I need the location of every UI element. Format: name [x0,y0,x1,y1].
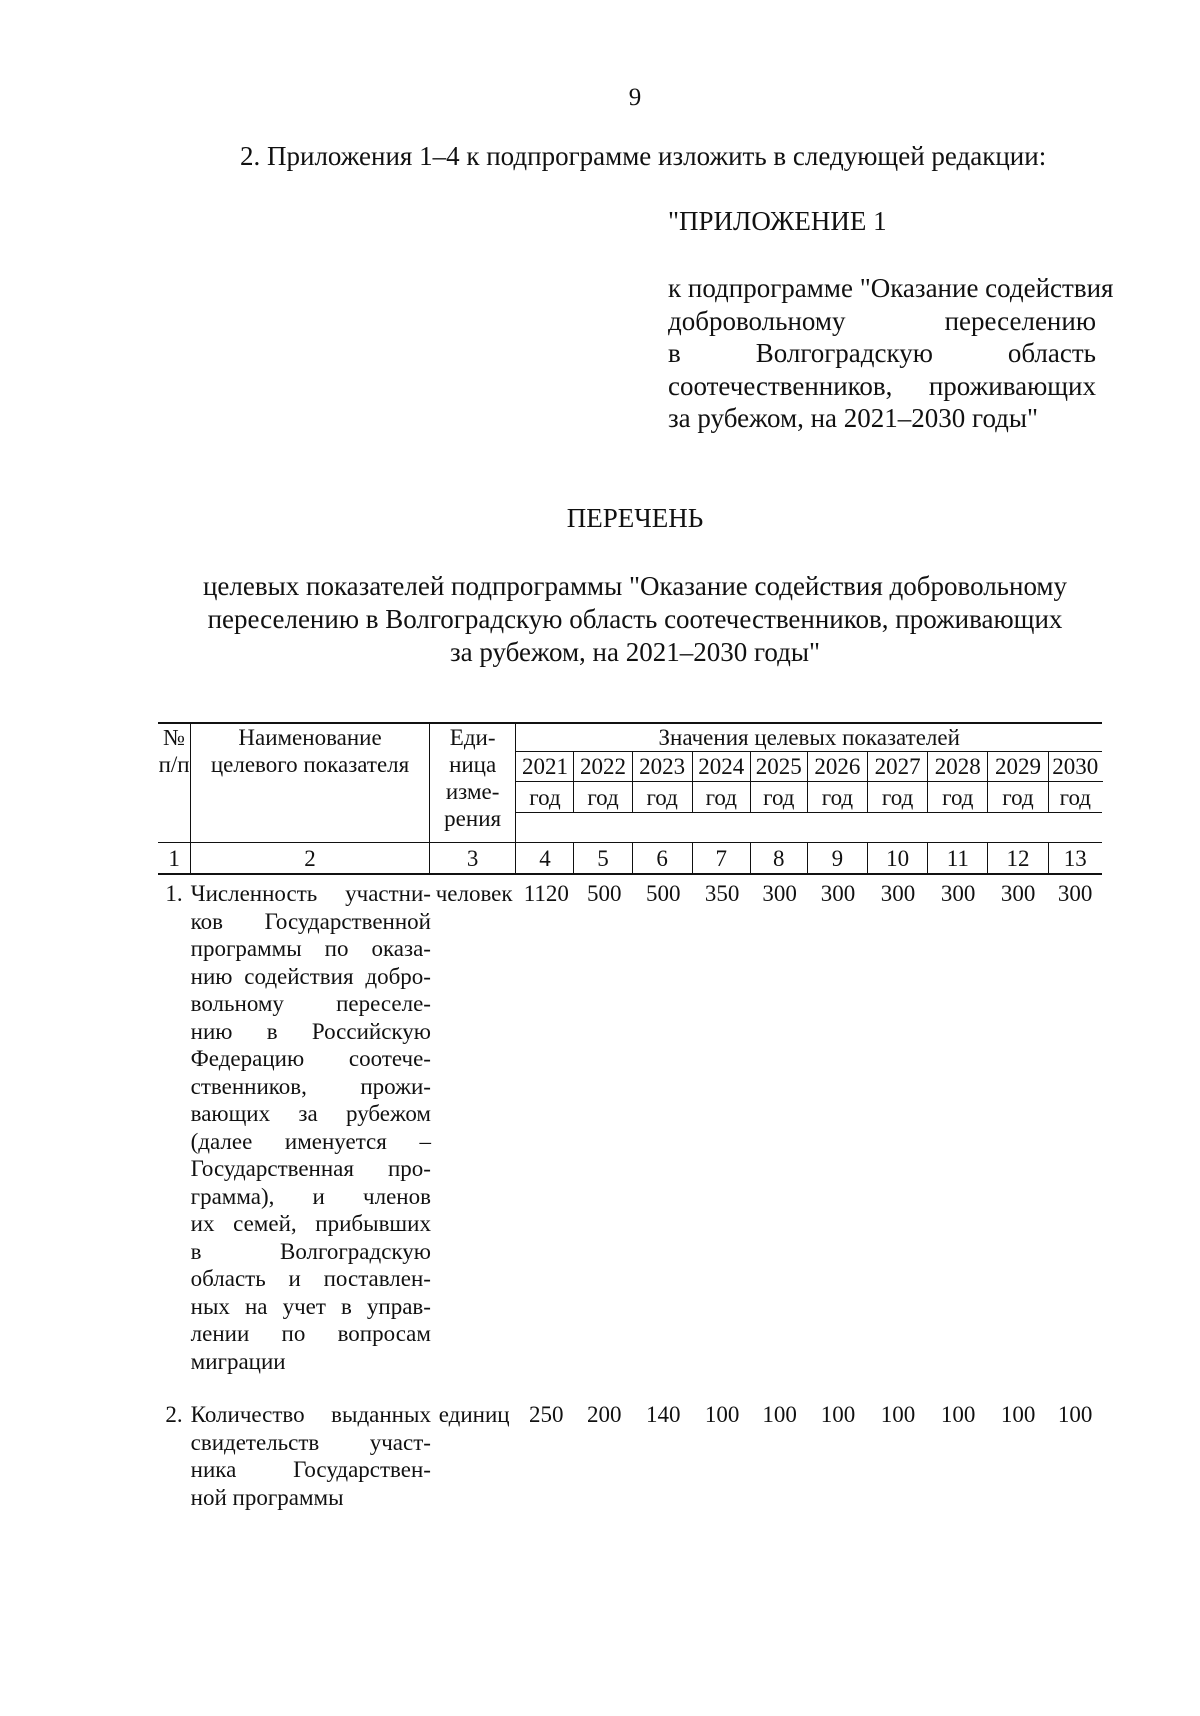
list-subtitle [160,570,1110,669]
row-value: 100 [820,1402,856,1427]
row-value: 100 [762,1402,797,1427]
appendix-line: к подпрограмме "Оказание содействия [668,273,1114,303]
row-value: 300 [820,881,856,906]
header-unit-line: ница [449,752,497,777]
indicators-table-body [158,880,1102,1511]
indicators-table-header [158,722,1102,875]
appendix-subtitle [668,272,1114,435]
row-value: 300 [1057,881,1093,906]
header-year: 2021 год [516,752,574,813]
row-value: 100 [1057,1402,1093,1427]
header-unit-line: рения [444,806,502,831]
appendix-line: соотечественников, проживающих [668,370,1096,401]
header-year: 2025 год [750,752,807,813]
row-value: 100 [940,1402,976,1427]
appendix-line: за рубежом, на 2021–2030 годы" [668,403,1039,433]
subtitle-line: целевых показателей подпрограммы "Оказание содействия добровольному [202,571,1068,601]
column-number: 1 [158,843,191,875]
header-values-group: Значения целевых показателей [516,723,1102,752]
row-value: 140 [645,1402,681,1427]
header-year: 2022 год [574,752,632,813]
subtitle-line: переселению в Волгоградскую область соотечественников, проживающих [207,604,1063,634]
header-num [158,723,191,843]
appendix-line: в Волгоградскую область [668,338,1096,368]
header-num-line: № [163,725,186,750]
row-value: 1120 [523,881,569,906]
header-unit [429,723,516,843]
row-unit: человек [435,881,513,906]
header-name [191,723,430,843]
header-year: 2029 год [988,752,1048,813]
header-year: 2023 год [632,752,692,813]
column-number: 5 [574,843,632,875]
row-value: 500 [645,881,681,906]
header-year: 2027 год [868,752,928,813]
column-number: 4 [516,843,574,875]
column-number: 11 [928,843,988,875]
row-value: 300 [940,881,976,906]
table-row [158,1401,1102,1511]
header-year: 2026 год [807,752,867,813]
row-value: 100 [704,1402,740,1427]
subtitle-line: за рубежом, на 2021–2030 годы" [449,637,821,667]
column-number: 8 [750,843,807,875]
row-unit: единиц [438,1402,510,1427]
row-number: 1. [165,881,183,906]
column-number: 10 [868,843,928,875]
header-year: 2024 год [692,752,750,813]
header-name-line: целевого показателя [210,752,410,777]
row-value: 250 [529,1402,564,1427]
row-value: 300 [762,881,797,906]
header-unit-line: Еди- [449,725,496,750]
row-name: Численность участни- ков Государственной программы по оказа- нию содействия добро- вольному переселе- нию в Российскую Федерацию соотече- ственников, прожи- вающих за рубежом (далее именуется – Государственная про- грамма), и членов их семей, прибывших в Волгоградскую область и поставлен- ных на учет в управ- лении по вопросам миграции [190,881,431,1374]
intro-paragraph: 2. Приложения 1–4 к подпрограмме изложить в следующей редакции: [240,141,1047,171]
row-value: 200 [586,1402,622,1427]
row-value: 350 [704,881,740,906]
list-heading: ПЕРЕЧЕНЬ [566,503,704,533]
row-value: 300 [880,881,916,906]
header-year: 2028 год [928,752,988,813]
row-value: 100 [1000,1402,1036,1427]
column-number: 6 [632,843,692,875]
column-number: 9 [807,843,867,875]
column-number: 13 [1048,843,1102,875]
row-name: Количество выданных свидетельств участ- ника Государствен- ной программы [190,1402,431,1510]
row-value: 500 [586,881,622,906]
column-number: 3 [429,843,516,875]
page-number: 9 [628,84,642,111]
row-value: 300 [1000,881,1036,906]
row-value: 100 [880,1402,916,1427]
table-row [158,880,1102,1375]
header-name-line: Наименование [238,725,382,750]
header-unit-line: изме- [445,779,500,804]
header-year: 2030 год [1048,752,1102,813]
row-number: 2. [165,1402,183,1427]
header-num-line: п/п [158,752,190,777]
column-number: 12 [988,843,1048,875]
appendix-title: "ПРИЛОЖЕНИЕ 1 [668,206,887,236]
column-number: 7 [692,843,750,875]
column-number: 2 [191,843,430,875]
appendix-line: добровольному переселению [668,305,1096,336]
